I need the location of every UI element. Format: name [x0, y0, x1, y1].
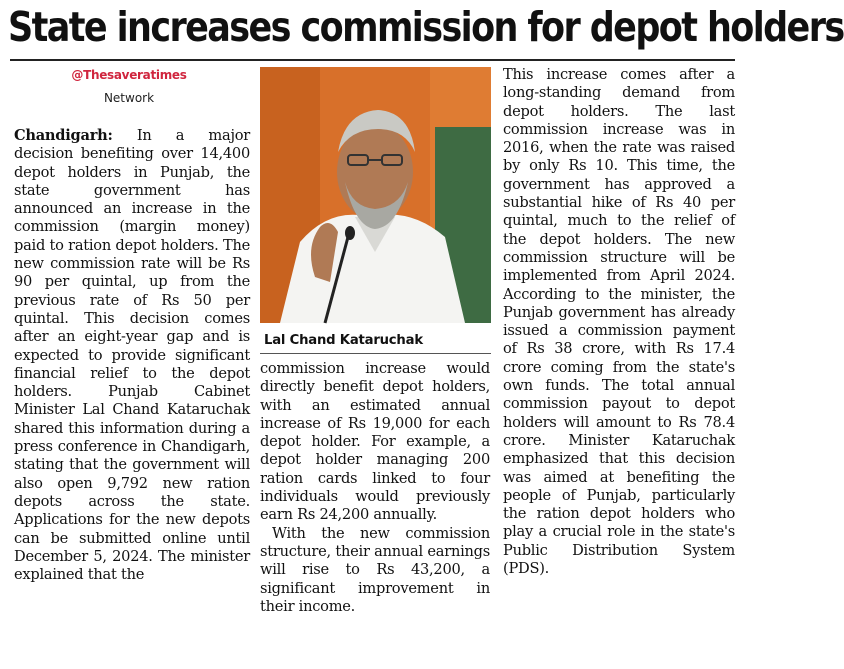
headline-rule	[10, 59, 735, 61]
column-1-text: In a major decision benefiting over 14,400 depot holders in Punjab, the state government has announced an increase in the commission (margin money) paid to ration depot holders. The new commission rate will be Rs 90 per quintal, up from the previous rate of Rs 50 per quintal. This decision comes after an eight-year gap and is expected to provide significant financial relief to the depot holders. Punjab Cabinet Minister Lal Chand Kataruchak shared this information during a press conference in Chandigarh, stating that the government will also open 9,792 new ration depots across the state. Applications for the new depots can be submitted online until December 5, 2024. The minister explained that the	[14, 127, 250, 584]
column-2-paragraph-1: commission increase would directly benefit depot holders, with an estimated annual increase of Rs 19,000 for each depot holder. For example, a depot holder managing 200 ration cards linked to four individuals would previously earn Rs 24,200 annually.	[260, 360, 490, 524]
byline-handle: @Thesaveratimes	[71, 68, 187, 82]
article-column-1	[14, 127, 250, 667]
headline: State increases commission for depot holders	[8, 4, 844, 52]
column-3-paragraph: This increase comes after a long-standing demand from depot holders. The last commission increase was in 2016, when the rate was raised by only Rs 10. This time, the government has approved a substantial hike of Rs 40 per quintal, much to the relief of the depot holders. The new commission structure will be implemented from April 2024. According to the minister, the Punjab government has already issued a commission payment of Rs 38 crore, with Rs 17.4 crore coming from the state's own funds. The total annual commission payout to depot holders will amount to Rs 78.4 crore. Minister Kataruchak emphasized that this decision was aimed at benefiting the people of Punjab, particularly the ration depot holders who play a crucial role in the state's Public Distribution System (PDS).	[503, 66, 735, 578]
article-column-3	[503, 66, 735, 666]
caption-rule	[260, 353, 491, 354]
byline-source: Network	[103, 91, 155, 105]
dateline: Chandigarh:	[14, 127, 113, 144]
column-2-paragraph-2: With the new commission structure, their annual earnings will rise to Rs 43,200, a significant improvement in their income.	[260, 524, 490, 615]
minister-portrait-image	[260, 67, 491, 323]
article-column-2	[260, 360, 490, 665]
minister-photo	[260, 67, 491, 323]
photo-caption: Lal Chand Kataruchak	[264, 333, 423, 348]
column-1-paragraph	[14, 127, 250, 584]
